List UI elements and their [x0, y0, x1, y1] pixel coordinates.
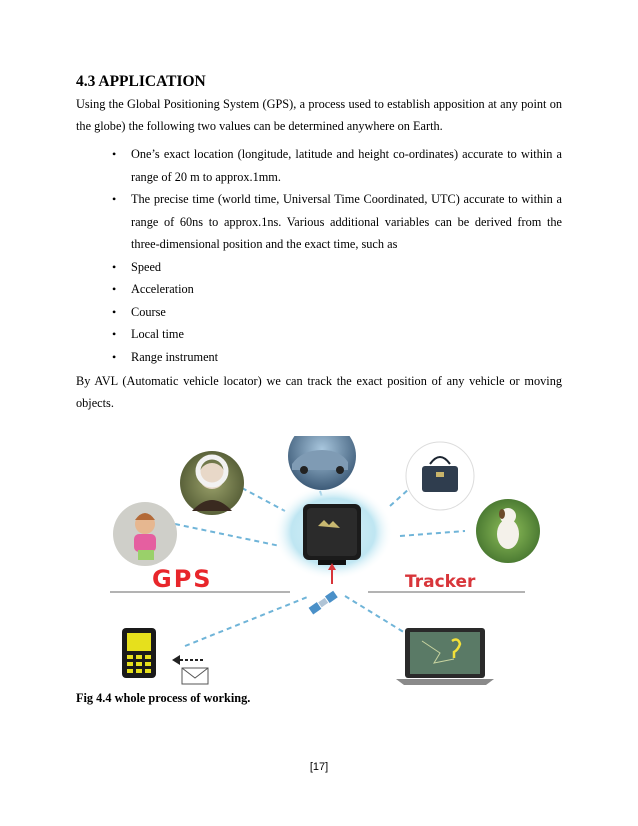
tracker-label: Tracker: [405, 572, 476, 592]
figure-illustration: [100, 436, 540, 686]
cars-photo: [288, 436, 356, 490]
bullet-item: • Range instrument: [112, 346, 562, 369]
satellite-icon: [309, 591, 338, 615]
envelope-icon: [182, 668, 208, 684]
figure-caption: Fig 4.4 whole process of working.: [76, 691, 251, 705]
arrow-left-icon: [172, 655, 204, 665]
handbag-icon: [406, 442, 474, 510]
bullet-item: • The precise time (world time, Universal Time Coordinated, UTC) accurate to within a range of 60ns to approx.1ns. Various additional variables can be derived from the three-dimensional position and the exact time, such as: [112, 188, 562, 256]
section-heading: 4.3 APPLICATION: [76, 73, 206, 90]
child-photo: [113, 502, 177, 566]
page-number: [17]: [309, 761, 329, 773]
avl-paragraph: By AVL (Automatic vehicle locator) we can track the exact position of any vehicle or moving objects.: [76, 374, 562, 410]
gps-tracker-figure: [100, 436, 540, 686]
laptop-map-icon: [396, 628, 494, 685]
elderly-person-photo: [180, 451, 244, 515]
dog-photo: [476, 499, 540, 563]
bullet-item: • One’s exact location (longitude, latitude and height co-ordinates) accurate to within a range of 20 m to approx.1mm.: [112, 143, 562, 188]
mobile-phone-icon: [122, 628, 156, 678]
bullet-item: • Speed: [112, 256, 562, 279]
bullet-item: • Course: [112, 301, 562, 324]
gps-tracker-device: [303, 504, 361, 565]
gps-label: GPS: [152, 565, 213, 593]
intro-paragraph: Using the Global Positioning System (GPS), a process used to establish apposition at any point on the globe) the following two values can be determined anywhere on Earth.: [76, 97, 562, 133]
bullet-item: • Acceleration: [112, 278, 562, 301]
bullet-item: • Local time: [112, 323, 562, 346]
bullet-list: [112, 143, 562, 368]
